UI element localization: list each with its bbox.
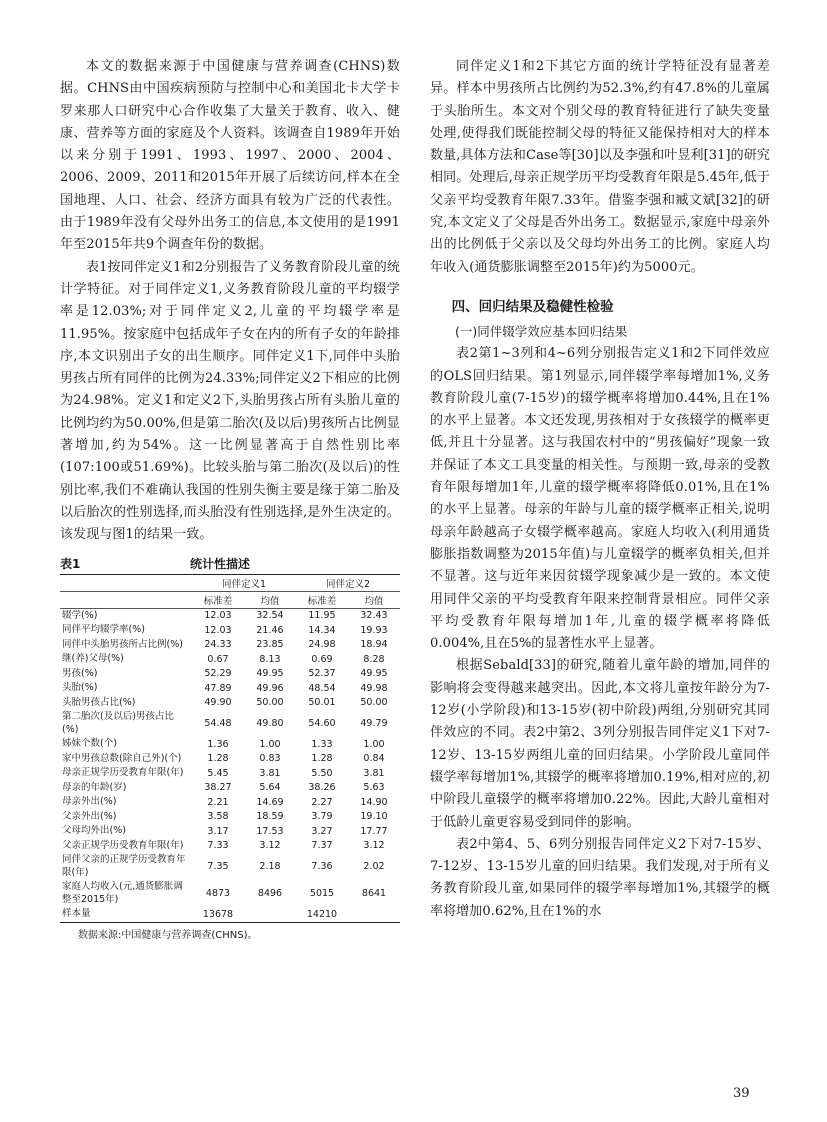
table-row (60, 737, 400, 752)
table-cell: 19.93 (360, 624, 388, 636)
table-cell: 2.27 (311, 796, 333, 808)
sub-header: 均值 (244, 591, 296, 608)
table-cell: 14.34 (308, 624, 336, 636)
page-number: 39 (733, 1086, 750, 1101)
table-cell: 3.12 (259, 840, 281, 852)
table-row (60, 623, 400, 638)
table-cell: 48.54 (308, 682, 336, 694)
table-cell: 0.84 (363, 753, 385, 765)
table-cell: 17.53 (256, 825, 284, 837)
table-cell: 5.45 (207, 767, 229, 779)
table-cell: 18.94 (360, 639, 388, 651)
table-cell: 5015 (309, 888, 335, 900)
table-row (60, 667, 400, 682)
table-cell: 8641 (361, 888, 387, 900)
table-cell: 50.00 (256, 697, 284, 709)
table-cell: 5.64 (259, 782, 281, 794)
table-row (60, 795, 400, 810)
table-cell: 50.01 (308, 697, 336, 709)
table-cell: 38.27 (204, 782, 232, 794)
table-cell: 1.33 (311, 738, 333, 750)
table-cell: 47.89 (204, 682, 232, 694)
table-cell: 52.37 (308, 668, 336, 680)
table-cell: 3.12 (363, 840, 385, 852)
statistics-table (60, 574, 400, 923)
table-cell: 8.28 (363, 653, 385, 665)
row-label: 父亲正规学历受教育年限(年) (62, 839, 184, 851)
table-cell: 0.67 (207, 653, 229, 665)
table-cell: 3.81 (363, 767, 385, 779)
table-cell: 50.00 (360, 697, 388, 709)
table-cell: 49.79 (360, 718, 388, 730)
table-cell: 24.33 (204, 639, 232, 651)
table-cell: 49.80 (256, 718, 284, 730)
sub-header: 标准差 (296, 591, 348, 608)
table-cell: 1.36 (207, 738, 229, 750)
body-paragraph: 表2中第4、5、6列分别报告同伴定义2下对7-15岁、7-12岁、13-15岁儿童的回归结果。我们发现,对于所有义务教育阶段儿童,如果同伴的辍学率每增加1%,其辍学的概率将增加0.62%,且在1%的水 (430, 836, 770, 919)
row-label: 头胎男孩占比(%) (62, 696, 136, 708)
body-paragraph: 同伴定义1和2下其它方面的统计学特征没有显著差异。样本中男孩所占比例约为52.3%,约有47.8%的儿童属于头胎所生。本文对个别父母的教育特征进行了缺失变量处理,使得我们既能控制父母的特征又能保持相对大的样本数量,具体方法和Case等[30]以及李强和叶昱利[31]的研究相同。处理后,母亲正规学历平均受教育年限是5.45年,低于父亲平均受教育年限7.33年。借鉴李强和臧文斌[32]的研究,本文定义了父母是否外出务工。数据显示,家庭中母亲外出的比例低于父亲以及父母均外出务工的比例。家庭人均年收入(通货膨胀调整至2015年)约为5000元。 (430, 59, 770, 275)
table-cell: 19.10 (360, 811, 388, 823)
table-cell (244, 907, 296, 922)
row-label: 头胎(%) (62, 682, 98, 694)
table-cell: 54.48 (204, 718, 232, 730)
table-row (60, 824, 400, 839)
table-cell: 3.79 (311, 811, 333, 823)
group-header: 同伴定义1 (192, 574, 296, 591)
table-cell: 14.69 (256, 796, 284, 808)
section-heading: 四、回归结果及稳健性检验 (451, 298, 614, 315)
row-label: 母亲外出(%) (62, 796, 117, 808)
row-label: 继(养)父母(%) (62, 653, 124, 665)
table-cell: 8.13 (259, 653, 281, 665)
table-row (60, 652, 400, 667)
row-label: 母亲正规学历受教育年限(年) (62, 767, 184, 779)
row-label: 父母均外出(%) (62, 825, 126, 837)
table-cell: 13678 (192, 907, 244, 922)
table-row (60, 907, 400, 922)
row-label: 辍学(%) (62, 609, 98, 621)
table-cell: 3.58 (207, 811, 229, 823)
table-cell: 14210 (296, 907, 348, 922)
table-cell: 7.35 (207, 861, 229, 873)
table-row (60, 681, 400, 696)
table-row (60, 810, 400, 825)
table-cell: 14.90 (360, 796, 388, 808)
table-label: 表1 (60, 556, 81, 571)
table-cell: 49.95 (360, 668, 388, 680)
sub-header: 均值 (348, 591, 400, 608)
table-cell: 38.26 (308, 782, 336, 794)
table-note: 数据来源:中国健康与营养调查(CHNS)。 (78, 929, 258, 941)
row-label: 同伴父亲的正规学历受教育年限(年) (62, 854, 186, 878)
table-cell: 2.02 (363, 861, 385, 873)
table-cell: 32.43 (360, 610, 388, 622)
table-cell: 3.17 (207, 825, 229, 837)
table-row (60, 696, 400, 711)
right-column (430, 56, 770, 923)
table-row (60, 638, 400, 653)
row-label: 家庭人均收入(元,通货膨胀调整至2015年) (62, 881, 183, 905)
table-row (60, 880, 400, 907)
row-label: 母亲的年龄(岁) (62, 781, 127, 793)
table-cell: 1.28 (311, 753, 333, 765)
table-cell: 0.69 (311, 653, 333, 665)
table-cell: 5.63 (363, 782, 385, 794)
table-cell: 49.90 (204, 697, 232, 709)
table-title: 统计性描述 (189, 556, 250, 571)
table-cell: 7.37 (311, 840, 333, 852)
row-label: 样本量 (60, 907, 192, 922)
table-cell: 12.03 (204, 610, 232, 622)
table-cell: 7.36 (311, 861, 333, 873)
table-cell: 8496 (257, 888, 283, 900)
table-corner (60, 574, 192, 591)
table-row (60, 752, 400, 767)
table-cell (348, 907, 400, 922)
table-cell: 7.33 (207, 840, 229, 852)
table-cell: 23.85 (256, 639, 284, 651)
table-cell: 21.46 (256, 624, 284, 636)
table-cell: 18.59 (256, 811, 284, 823)
table-cell: 17.77 (360, 825, 388, 837)
table-corner (60, 591, 192, 608)
table-cell: 12.03 (204, 624, 232, 636)
table-caption (60, 555, 400, 572)
table-cell: 1.28 (207, 753, 229, 765)
row-label: 同伴中头胎男孩所占比例(%) (62, 638, 183, 650)
left-column (60, 56, 400, 941)
table-cell: 1.00 (259, 738, 281, 750)
table-cell: 52.29 (204, 668, 232, 680)
table-cell: 24.98 (308, 639, 336, 651)
body-paragraph: 表1按同伴定义1和2分别报告了义务教育阶段儿童的统计学特征。对于同伴定义1,义务教育阶段儿童的平均辍学率是12.03%;对于同伴定义2,儿童的平均辍学率是11.95%。按家庭中包括成年子女在内的所有子女的年龄排序,本文识别出子女的出生顺序。同伴定义1下,同伴中头胎男孩占所有同伴的比例为24.33%;同伴定义2下相应的比例为24.98%。定义1和定义2下,头胎男孩占所有头胎儿童的比例均约为50.00%,但是第二胎次(及以后)男孩所占比例显著增加,约为54%。这一比例显著高于自然性别比率(107:100或51.69%)。比较头胎与第二胎次(及以后)的性别比率,我们不难确认我国的性别失衡主要是缘于第二胎及以后胎次的性别选择,而头胎没有性别选择,是外生决定的。该发现与图1的结果一致。 (60, 259, 400, 543)
table-row (60, 608, 400, 623)
table-row (60, 839, 400, 854)
table-cell: 49.95 (256, 668, 284, 680)
table-cell: 0.83 (259, 753, 281, 765)
table-row (60, 781, 400, 796)
group-header: 同伴定义2 (296, 574, 400, 591)
sub-header: 标准差 (192, 591, 244, 608)
table-cell: 32.54 (256, 610, 284, 622)
row-label: 同伴平均辍学率(%) (62, 624, 145, 636)
table-cell: 5.50 (311, 767, 333, 779)
table-cell: 2.18 (259, 861, 281, 873)
table-row (60, 853, 400, 880)
row-label: 家中男孩总数(除自己外)(个) (62, 752, 182, 764)
row-label: 男孩(%) (62, 667, 98, 679)
body-paragraph: 本文的数据来源于中国健康与营养调查(CHNS)数据。CHNS由中国疾病预防与控制中心和美国北卡大学卡罗来那人口研究中心合作收集了大量关于教育、收入、健康、营养等方面的家庭及个人资料。该调查自1989年开始以来分别于1991、1993、1997、2000、2004、2006、2009、2011和2015年开展了后续访问,样本在全国地理、人口、社会、经济方面具有较为广泛的代表性。由于1989年没有父母外出务工的信息,本文使用的是1991年至2015年共9个调查年份的数据。 (60, 59, 400, 253)
table-cell: 3.27 (311, 825, 333, 837)
subsection-heading: (一)同伴辍学效应基本回归结果 (455, 323, 628, 339)
table-cell: 2.21 (207, 796, 229, 808)
body-paragraph: 根据Sebald[33]的研究,随着儿童年龄的增加,同伴的影响将会变得越来越突出。因此,本文将儿童按年龄分为7-12岁(小学阶段)和13-15岁(初中阶段)两组,分别研究其同伴效应的不同。表2中第2、3列分别报告同伴定义1下对7-12岁、13-15岁两组儿童的回归结果。小学阶段儿童同伴辍学率每增加1%,其辍学的概率将增加0.19%,相对应的,初中阶段儿童辍学的概率将增加0.22%。因此,大龄儿童相对于低龄儿童更容易受到同伴的影响。 (430, 658, 770, 830)
table-row (60, 766, 400, 781)
table-cell: 49.98 (360, 682, 388, 694)
table-cell: 54.60 (308, 718, 336, 730)
row-label: 第二胎次(及以后)男孩占比(%) (62, 711, 174, 735)
table-cell: 11.95 (308, 610, 336, 622)
table-cell: 1.00 (363, 738, 385, 750)
body-paragraph: 表2第1~3列和4~6列分别报告定义1和2下同伴效应的OLS回归结果。第1列显示,同伴辍学率每增加1%,义务教育阶段儿童(7-15岁)的辍学概率将增加0.44%,且在1%的水平上显著。本文还发现,男孩相对于女孩辍学的概率更低,并且十分显著。这与我国农村中的“男孩偏好”现象一致并保证了本文工具变量的相关性。与预期一致,母亲的受教育年限每增加1年,儿童的辍学概率将降低0.01%,且在1%的水平上显著。母亲的年龄与儿童的辍学概率正相关,说明母亲年龄越高子女辍学概率越高。家庭人均收入(利用通货膨胀指数调整为2015年值)与儿童辍学的概率负相关,但并不显著。这与近年来因贫辍学现象减少是一致的。本文使用同伴父亲的平均受教育年限来控制背景相应。同伴父亲平均受教育年限每增加1年,儿童的辍学概率将降低0.004%,且在5%的显著性水平上显著。 (430, 346, 770, 652)
table-cell: 49.96 (256, 682, 284, 694)
table-cell: 4873 (205, 888, 231, 900)
row-label: 姊妹个数(个) (62, 738, 117, 750)
row-label: 父亲外出(%) (62, 810, 117, 822)
table-row (60, 710, 400, 737)
table-cell: 3.81 (259, 767, 281, 779)
